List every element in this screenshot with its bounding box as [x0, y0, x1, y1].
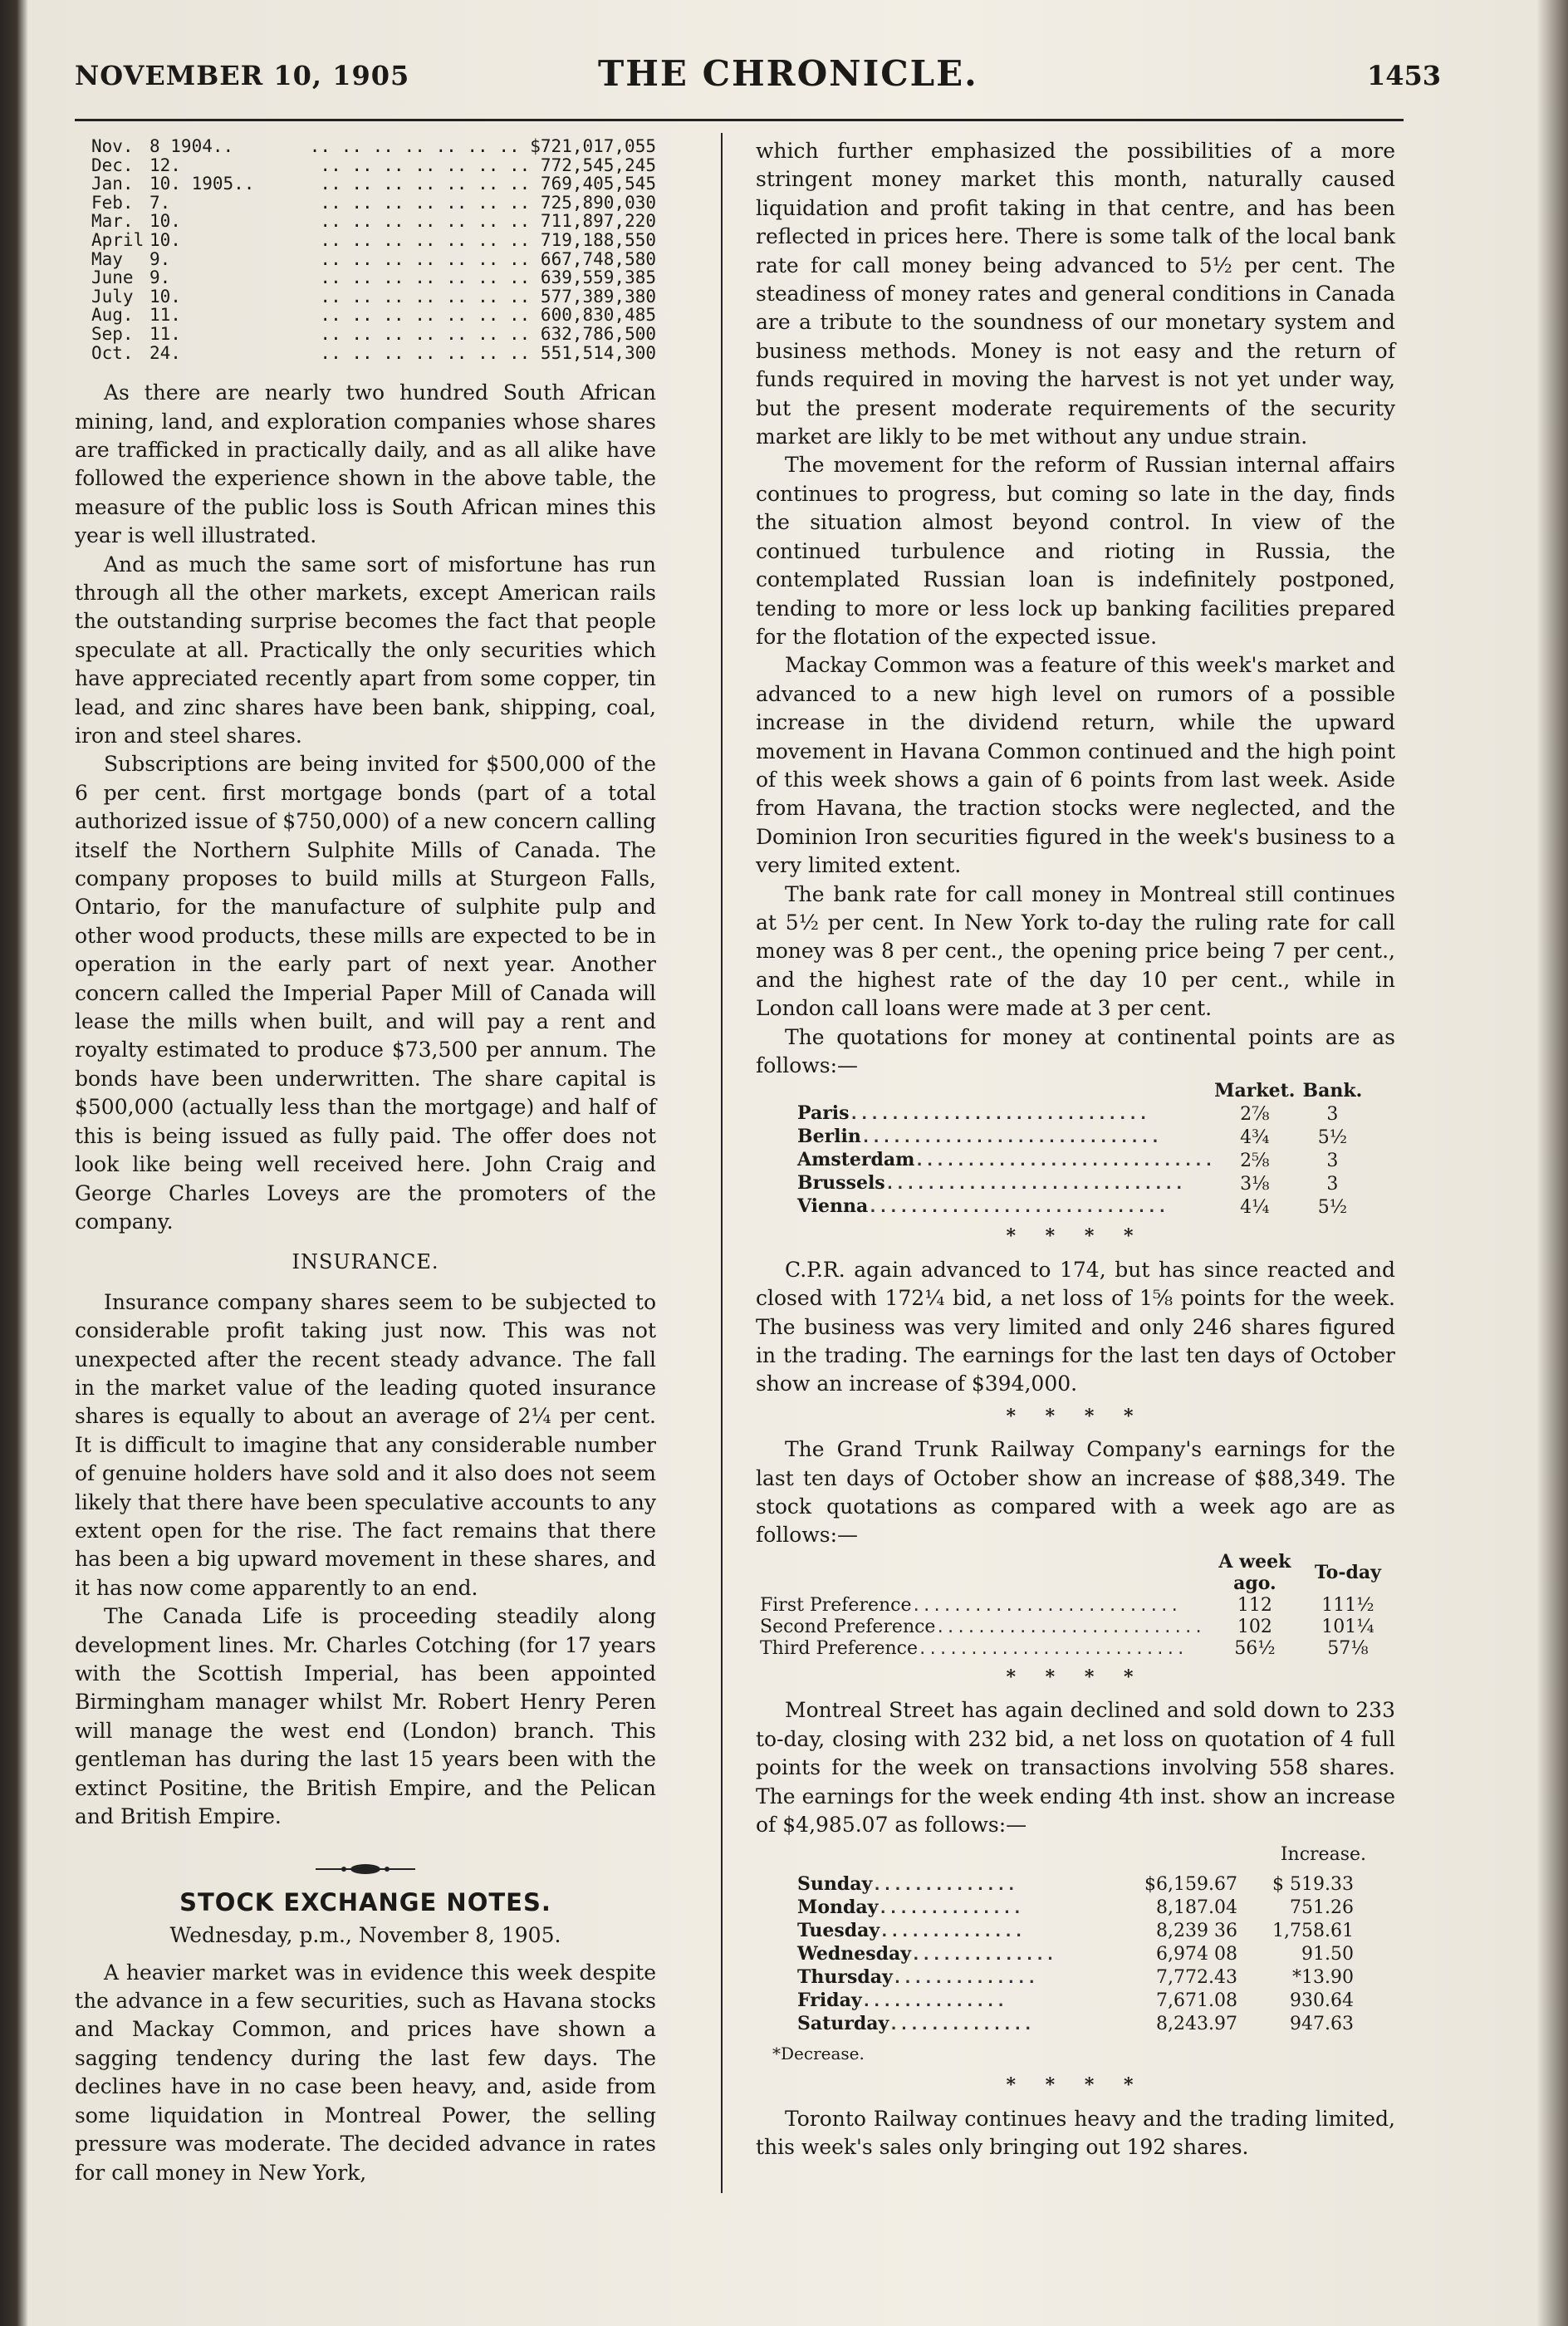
- separator-stars: * * * *: [1006, 1666, 1145, 1688]
- table-row: [91, 268, 673, 287]
- leader-dots: ..............: [892, 1968, 1037, 1987]
- table-row: [797, 1990, 1354, 2013]
- table-row: [91, 250, 673, 269]
- gold-day: 10.: [149, 229, 181, 250]
- street-amount: $6,159.67: [1144, 1874, 1237, 1896]
- street-day: Sunday..............: [797, 1872, 1017, 1895]
- leader-dots: ..........................: [918, 1639, 1187, 1658]
- paragraph-russian-reform: The movement for the reform of Russian internal affairs continues to progress, but coming so late in the day, finds the situation almost beyond control. In view of the continued turbulence and rioting in Russia, the contemplated Russian loan is indefinitely postponed, tending to more or less lock up banking facilities prepared for the flotation of the expected issue.: [756, 453, 1395, 649]
- gt-today: 57⅛: [1327, 1637, 1369, 1659]
- gold-value: .. .. .. .. .. .. .. 551,514,300: [320, 342, 656, 363]
- table-row: [91, 306, 673, 325]
- gold-value: .. .. .. .. .. .. .. 600,830,485: [320, 305, 656, 326]
- gold-value: .. .. .. .. .. .. .. 772,545,245: [320, 155, 656, 175]
- gold-day: 10.: [149, 286, 181, 307]
- money-market-rate: 2⅝: [1240, 1150, 1270, 1171]
- leader-dots: ..............: [889, 2014, 1034, 2034]
- leader-dots: ..............: [911, 1945, 1056, 1964]
- gold-output-table: [91, 137, 673, 362]
- table-row: [91, 231, 673, 250]
- stock-notes-date: Wednesday, p.m., November 8, 1905.: [169, 1923, 561, 1948]
- paragraph-cpr: C.P.R. again advanced to 174, but has since reacted and closed with 172¼ bid, a net loss of 1⅝ points for the week. The business was very limited and only 246 shares figured in the trading. The earnings for the last ten days of October show an increase of $394,000.: [756, 1257, 1395, 1396]
- money-bank-rate: 3: [1326, 1150, 1339, 1171]
- table-row: [797, 1195, 1370, 1219]
- table-row: [91, 194, 673, 213]
- gold-value: .. .. .. .. .. .. .. 769,405,545: [320, 174, 656, 194]
- header-page-number: 1453: [1366, 60, 1441, 91]
- gold-value: .. .. .. .. .. .. .. $721,017,055: [309, 136, 656, 156]
- gold-month: Feb.: [91, 192, 134, 213]
- table-row: [760, 1638, 1390, 1660]
- gold-value: .. .. .. .. .. .. .. 711,897,220: [320, 211, 656, 232]
- gold-day: 11.: [149, 323, 181, 344]
- paragraph-continental-quotations: The quotations for money at continental points are as follows:—: [756, 1024, 1395, 1077]
- separator-stars: * * * *: [1006, 1405, 1145, 1427]
- gold-day: 24.: [149, 342, 181, 363]
- street-amount: 7,772.43: [1156, 1967, 1237, 1989]
- table-row: [797, 2013, 1354, 2036]
- gold-month: April: [91, 229, 145, 250]
- gold-month: Jan.: [91, 174, 134, 194]
- table-row: [91, 344, 673, 363]
- street-increase: $ 519.33: [1272, 1874, 1354, 1896]
- street-day: Saturday..............: [797, 2012, 1034, 2034]
- leader-dots: ..........................: [911, 1596, 1180, 1615]
- leader-dots: .............................: [849, 1105, 1149, 1124]
- table-row: [91, 174, 673, 194]
- paragraph-insurance-shares: Insurance company shares seem to be subjected to considerable profit taking just now. This was not unexpected after the recent steady advance. The fall in the market value of the leading quoted insurance shares is equally to about an average of 2¼ per cent. It is difficult to imagine that any considerable number of genuine holders have sold and it also does not seem likely that there have been speculative accounts to any extent open for the rise. The fact remains that there has been a big upward movement in these shares, and it has now come apparently to an end.: [75, 1289, 656, 1600]
- gold-value: .. .. .. .. .. .. .. 577,389,380: [320, 286, 656, 307]
- table-row: [797, 1126, 1370, 1149]
- gold-month: Nov.: [91, 136, 134, 156]
- gt-today: 111½: [1321, 1594, 1374, 1616]
- money-market-rate: 4¼: [1240, 1196, 1270, 1218]
- grand-trunk-table: [760, 1550, 1390, 1660]
- street-amount: 8,187.04: [1156, 1897, 1237, 1919]
- stock-notes-title: STOCK EXCHANGE NOTES.: [179, 1887, 551, 1916]
- gt-preference: Third Preference..........................: [760, 1637, 1187, 1659]
- table-row: [760, 1617, 1390, 1638]
- street-day: Friday..............: [797, 1989, 1007, 2011]
- street-increase: 1,758.61: [1272, 1921, 1354, 1942]
- table-row: [91, 156, 673, 175]
- street-amount: 8,243.97: [1156, 2014, 1237, 2035]
- gold-day: 8 1904..: [149, 136, 234, 156]
- separator-stars: * * * *: [1006, 2074, 1145, 2097]
- street-increase: 751.26: [1290, 1897, 1354, 1919]
- leader-dots: .............................: [860, 1128, 1161, 1147]
- money-rates-table: [797, 1080, 1370, 1219]
- gold-day: 11.: [149, 305, 181, 326]
- table-row: [797, 1966, 1354, 1990]
- leader-dots: ..............: [861, 1991, 1007, 2010]
- gold-month: Mar.: [91, 211, 134, 232]
- money-bank-rate: 5½: [1317, 1126, 1348, 1148]
- table-row: [91, 325, 673, 344]
- street-increase: *13.90: [1292, 1967, 1354, 1989]
- street-amount: 7,671.08: [1156, 1990, 1237, 2012]
- street-amount: 8,239 36: [1156, 1921, 1237, 1942]
- money-city: Amsterdam.............................: [797, 1149, 1215, 1171]
- section-ornament: [75, 1854, 656, 1882]
- street-day: Thursday..............: [797, 1965, 1037, 1988]
- street-day: Tuesday..............: [797, 1919, 1025, 1941]
- street-increase: 930.64: [1290, 1990, 1354, 2012]
- paragraph-misfortune: And as much the same sort of misfortune has run through all the other markets, except American rails the outstanding surprise becomes the fact that people speculate at all. Practically the only securities which have appreciated recently apart from some copper, tin lead, and zinc shares have been bank, shipping, coal, iron and steel shares.: [75, 552, 656, 748]
- street-increase: 947.63: [1290, 2014, 1354, 2035]
- gold-month: Oct.: [91, 342, 134, 363]
- table-row: [91, 137, 673, 156]
- money-header-bank: Bank.: [1302, 1080, 1363, 1102]
- paragraph-toronto-railway: Toronto Railway continues heavy and the trading limited, this week's sales only bringing out 192 shares.: [756, 2106, 1395, 2159]
- left-column: [75, 137, 656, 2187]
- leader-dots: ..........................: [935, 1617, 1204, 1637]
- gt-header-week-ago: A week ago.: [1218, 1550, 1291, 1594]
- table-row: [760, 1595, 1390, 1617]
- leader-dots: .............................: [914, 1151, 1215, 1170]
- paragraph-sulphite-mills: Subscriptions are being invited for $500,000 of the 6 per cent. first mortgage bonds (part of a total authorized issue of $750,000) of a new concern calling itself the Northern Sulphite Mills of Canada. The company proposes to build mills at Sturgeon Falls, Ontario, for the manufacture of sulphite pulp and other wood products, these mills are expected to be in operation in the early part of next year. Another concern called the Imperial Paper Mill of Canada will lease the mills when built, and will pay a rent and royalty estimated to produce $73,500 per annum. The bonds have been underwritten. The share capital is $500,000 (actually less than the mortgage) and half of this is being issued as fully paid. The offer does not look like being well received here. John Craig and George Charles Loveys are the promoters of the company.: [75, 752, 656, 1234]
- money-city: Brussels.............................: [797, 1172, 1185, 1195]
- money-bank-rate: 3: [1326, 1173, 1339, 1195]
- gold-value: .. .. .. .. .. .. .. 667,748,580: [320, 248, 656, 269]
- gold-month: July: [91, 286, 134, 307]
- street-amount: 6,974 08: [1156, 1944, 1237, 1965]
- money-market-rate: 3⅛: [1240, 1173, 1270, 1195]
- insurance-heading: INSURANCE.: [292, 1250, 439, 1274]
- gold-day: 10.: [149, 211, 181, 232]
- money-city: Vienna.............................: [797, 1195, 1169, 1218]
- table-row: [797, 1897, 1354, 1920]
- leader-dots: ..............: [878, 1898, 1023, 1917]
- paragraph-south-african-mines: As there are nearly two hundred South African mining, land, and exploration companies whose shares are trafficked in practically daily, and as all alike have followed the experience shown in the above table, the measure of the public loss is South African mines this year is well illustrated.: [75, 380, 656, 548]
- paragraph-bank-rate: The bank rate for call money in Montreal still continues at 5½ per cent. In New York to-day the ruling rate for call money was 8 per cent., the opening price being 7 per cent., and the highest rate of the day 10 per cent., while in London call loans were made at 3 per cent.: [756, 881, 1395, 1021]
- street-footnote: *Decrease.: [772, 2043, 865, 2063]
- right-column: [756, 137, 1395, 2162]
- money-city: Paris.............................: [797, 1102, 1149, 1125]
- table-row: [797, 1102, 1370, 1126]
- gold-day: 9.: [149, 248, 171, 269]
- paragraph-montreal-street: Montreal Street has again declined and sold down to 233 to-day, closing with 232 bid, a net loss on quotation of 4 full points for the week on transactions involving 558 shares. The earnings for the week ending 4th inst. show an increase of $4,985.07 as follows:—: [756, 1698, 1395, 1837]
- gold-day: 12.: [149, 155, 181, 175]
- table-row: [91, 212, 673, 231]
- header-rule: [75, 119, 1404, 121]
- paragraph-grand-trunk: The Grand Trunk Railway Company's earnings for the last ten days of October show an increase of $88,349. The stock quotations as compared with a week ago are as follows:—: [756, 1437, 1395, 1548]
- gold-value: .. .. .. .. .. .. .. 725,890,030: [320, 192, 656, 213]
- gt-header-today: To-day: [1314, 1561, 1381, 1583]
- gold-value: .. .. .. .. .. .. .. 719,188,550: [320, 229, 656, 250]
- street-day: Wednesday..............: [797, 1942, 1056, 1965]
- table-row: [797, 1149, 1370, 1172]
- paragraph-heavier-market: A heavier market was in evidence this week despite the advance in a few securities, such as Havana stocks and Mackay Common, and prices have shown a sagging tendency during the last few days. The declines have in no case been heavy, and, aside from some liquidation in Montreal Power, the selling pressure was moderate. The decided advance in rates for call money in New York,: [75, 1960, 656, 2185]
- gold-month: June: [91, 267, 134, 288]
- money-header-market: Market.: [1214, 1080, 1296, 1102]
- gold-day: 7.: [149, 192, 171, 213]
- leader-dots: .............................: [868, 1198, 1169, 1217]
- table-row: [797, 1873, 1354, 1897]
- gold-day: 10. 1905..: [149, 174, 255, 194]
- leader-dots: ..............: [872, 1875, 1017, 1894]
- gold-month: May: [91, 248, 123, 269]
- table-row: [797, 1943, 1354, 1966]
- gt-today: 101¼: [1321, 1616, 1374, 1637]
- gt-week-ago: 102: [1237, 1616, 1272, 1637]
- gt-week-ago: 112: [1237, 1594, 1272, 1616]
- gold-value: .. .. .. .. .. .. .. 632,786,500: [320, 323, 656, 344]
- gold-value: .. .. .. .. .. .. .. 639,559,385: [320, 267, 656, 288]
- table-row: [797, 1172, 1370, 1195]
- header-title: THE CHRONICLE.: [598, 53, 978, 94]
- street-increase-heading: Increase.: [1280, 1844, 1366, 1866]
- gold-month: Dec.: [91, 155, 134, 175]
- street-earnings-table: [797, 1873, 1354, 2036]
- leader-dots: .............................: [884, 1175, 1185, 1194]
- leader-dots: ..............: [880, 1921, 1025, 1941]
- paragraph-canada-life: The Canada Life is proceeding steadily along development lines. Mr. Charles Cotching (for 17 years with the Scottish Imperial, has been appointed Birmingham manager whilst Mr. Robert Henry Peren will manage the west end (London) branch. This gentleman has during the last 15 years been with the extinct Positine, the British Empire, and the Pelican and British Empire.: [75, 1604, 656, 1829]
- ornament-rule-icon: [316, 1863, 415, 1875]
- gold-day: 9.: [149, 267, 171, 288]
- gt-preference: First Preference..........................: [760, 1594, 1180, 1616]
- separator-stars: * * * *: [1006, 1225, 1145, 1248]
- street-increase: 91.50: [1301, 1944, 1354, 1965]
- money-market-rate: 2⅞: [1240, 1103, 1270, 1125]
- table-row: [797, 1920, 1354, 1943]
- column-divider: [721, 133, 723, 2193]
- header-date: NOVEMBER 10, 1905: [75, 60, 410, 91]
- street-day: Monday..............: [797, 1896, 1023, 1918]
- gt-preference: Second Preference..........................: [760, 1616, 1204, 1637]
- gold-month: Sep.: [91, 323, 134, 344]
- paragraph-money-market-continued: which further emphasized the possibilities of a more stringent money market this month, naturally caused liquidation and profit taking in that centre, and has been reflected in prices here. There is some talk of the local bank rate for call money being advanced to 5½ per cent. The steadiness of money rates and general conditions in Canada are a tribute to the soundness of our monetary system and business methods. Money is not easy and the return of funds required in moving the harvest is not yet under way, but the present moderate requirements of the security market are likly to be met without any undue strain.: [756, 139, 1395, 449]
- gt-week-ago: 56½: [1234, 1637, 1276, 1659]
- paragraph-mackay-common: Mackay Common was a feature of this week's market and advanced to a new high level on rumors of a possible increase in the dividend return, while the upward movement in Havana Common continued and the high point of this week shows a gain of 6 points from last week. Aside from Havana, the traction stocks were neglected, and the Dominion Iron securities figured in the week's business to a very limited extent.: [756, 653, 1395, 878]
- money-bank-rate: 3: [1326, 1103, 1339, 1125]
- money-bank-rate: 5½: [1317, 1196, 1348, 1218]
- money-city: Berlin.............................: [797, 1126, 1161, 1148]
- page-header: [75, 50, 1441, 108]
- money-market-rate: 4¾: [1240, 1126, 1270, 1148]
- gold-month: Aug.: [91, 305, 134, 326]
- table-row: [91, 287, 673, 307]
